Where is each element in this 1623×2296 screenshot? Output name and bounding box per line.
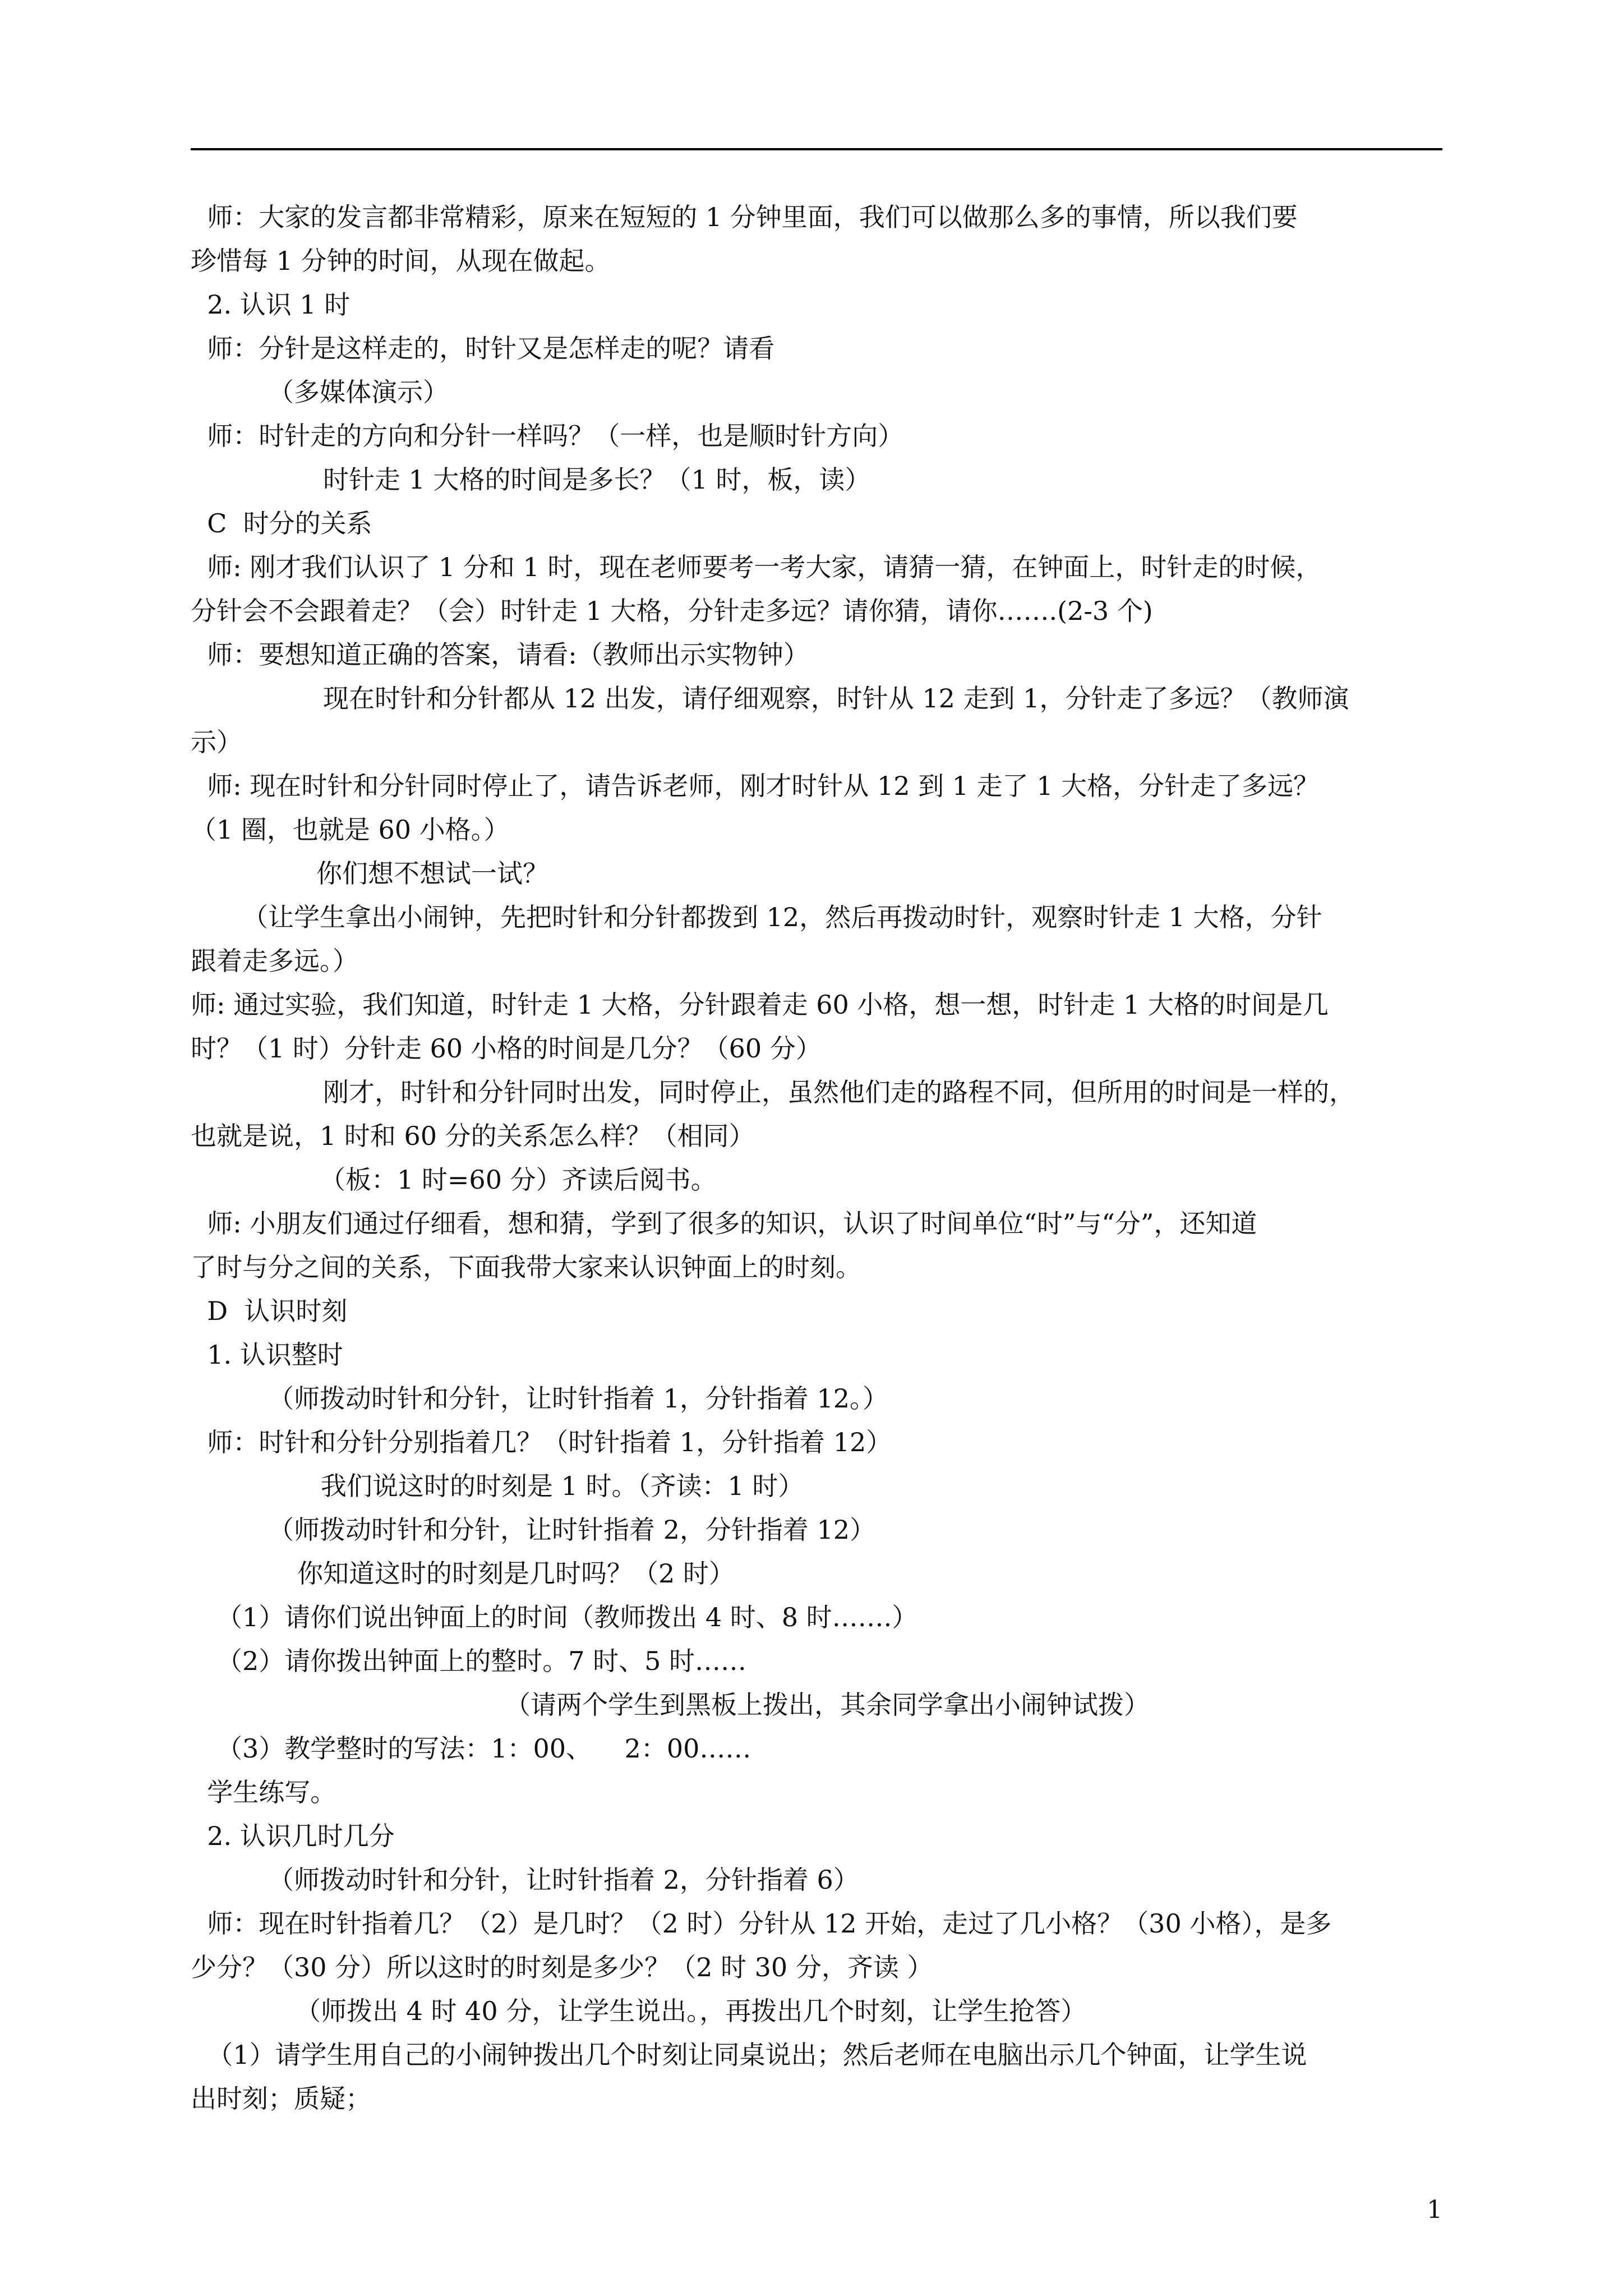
text-line: C 时分的关系: [191, 508, 372, 539]
text-line: 时？（1 时）分针走 60 小格的时间是几分？（60 分）: [191, 1033, 822, 1064]
text-line: 1. 认识整时: [191, 1340, 343, 1370]
text-line: （1）请你们说出钟面上的时间（教师拨出 4 时、8 时…….）: [216, 1602, 918, 1632]
document-body: [191, 195, 1442, 2120]
text-line: 少分？（30 分）所以这时的时刻是多少？（2 时 30 分，齐读 ）: [191, 1952, 933, 1982]
text-line: 跟着走多远。）: [191, 946, 358, 976]
text-line: （请两个学生到黑板上拨出，其余同学拿出小闹钟试拨）: [505, 1690, 1150, 1720]
text-line: 师: 通过实验，我们知道，时针走 1 大格，分针跟着走 60 小格，想一想，时针走 1 大格的时间是几: [191, 990, 1329, 1020]
text-line: 时针走 1 大格的时间是多长？（1 时，板，读）: [323, 464, 871, 495]
text-line: （1）请学生用自己的小闹钟拨出几个时刻让同桌说出；然后老师在电脑出示几个钟面，让学生说: [191, 2040, 1307, 2070]
text-line: 师：时针走的方向和分针一样吗？（一样，也是顺时针方向）: [191, 421, 904, 451]
text-line: 示）: [191, 727, 242, 757]
text-line: 师：现在时针指着几？（2）是几时？（2 时）分针从 12 开始，走过了几小格？（30 小格），是多: [191, 1908, 1332, 1939]
text-line: （多媒体演示）: [268, 377, 449, 407]
text-line: 2. 认识 1 时: [191, 289, 351, 320]
text-line: 学生练写。: [191, 1777, 336, 1807]
text-line: （3）教学整时的写法：1：00、 2：00……: [216, 1733, 751, 1764]
text-line: 出时刻；质疑；: [191, 2083, 371, 2114]
page-number: 1: [1427, 2196, 1442, 2224]
text-line: 师: 刚才我们认识了 1 分和 1 时，现在老师要考一考大家，请猜一猜，在钟面上，时针走的时候，: [191, 552, 1322, 582]
text-line: 了时与分之间的关系，下面我带大家来认识钟面上的时刻。: [191, 1252, 861, 1282]
text-line: （板：1 时=60 分）齐读后阅书。: [320, 1165, 717, 1195]
text-line: D 认识时刻: [191, 1296, 348, 1326]
text-line: （2）请你拨出钟面上的整时。7 时、5 时……: [216, 1646, 747, 1676]
text-line: （师拨动时针和分针，让时针指着 1，分针指着 12。）: [268, 1383, 889, 1414]
text-line: 分针会不会跟着走？（会）时针走 1 大格，分针走多远？请你猜，请你…….(2-3 个): [191, 596, 1153, 626]
text-line: 你们想不想试一试？: [316, 858, 548, 889]
text-line: 也就是说，1 时和 60 分的关系怎么样？（相同）: [191, 1121, 755, 1151]
text-line: 珍惜每 1 分钟的时间，从现在做起。: [191, 246, 611, 276]
header-rule: [191, 148, 1442, 150]
text-line: 师：时针和分针分别指着几？（时针指着 1，分针指着 12）: [191, 1427, 892, 1457]
text-line: 我们说这时的时刻是 1 时。（齐读：1 时）: [321, 1471, 804, 1501]
text-line: （师拨出 4 时 40 分，让学生说出。，再拨出几个时刻，让学生抢答）: [295, 1996, 1087, 2026]
text-line: （师拨动时针和分针，让时针指着 2，分针指着 6）: [268, 1865, 859, 1895]
text-line: 现在时针和分针都从 12 出发，请仔细观察，时针从 12 走到 1，分针走了多远？（教师演: [323, 683, 1349, 714]
text-line: 师: 现在时针和分针同时停止了，请告诉老师，刚才时针从 12 到 1 走了 1 大格，分针走了多远？: [191, 771, 1320, 801]
text-line: 师：要想知道正确的答案，请看:（教师出示实物钟）: [191, 639, 809, 670]
text-line: （师拨动时针和分针，让时针指着 2，分针指着 12）: [268, 1515, 876, 1545]
text-line: 你知道这时的时刻是几时吗？（2 时）: [297, 1558, 735, 1589]
text-line: 师：大家的发言都非常精彩，原来在短短的 1 分钟里面，我们可以做那么多的事情，所以我们要: [191, 202, 1298, 232]
text-line: 2. 认识几时几分: [191, 1821, 395, 1851]
text-line: （让学生拿出小闹钟，先把时针和分针都拨到 12，然后再拨动时针，观察时针走 1 大格，分针: [242, 902, 1322, 932]
text-line: 师：分针是这样走的，时针又是怎样走的呢？请看: [191, 333, 775, 364]
text-line: 师: 小朋友们通过仔细看，想和猜，学到了很多的知识，认识了时间单位“时”与“分”，还知道: [191, 1208, 1257, 1239]
text-line: 刚才，时针和分针同时出发，同时停止，虽然他们走的路程不同，但所用的时间是一样的，: [323, 1077, 1355, 1107]
text-line: （1 圈，也就是 60 小格。）: [191, 815, 510, 845]
